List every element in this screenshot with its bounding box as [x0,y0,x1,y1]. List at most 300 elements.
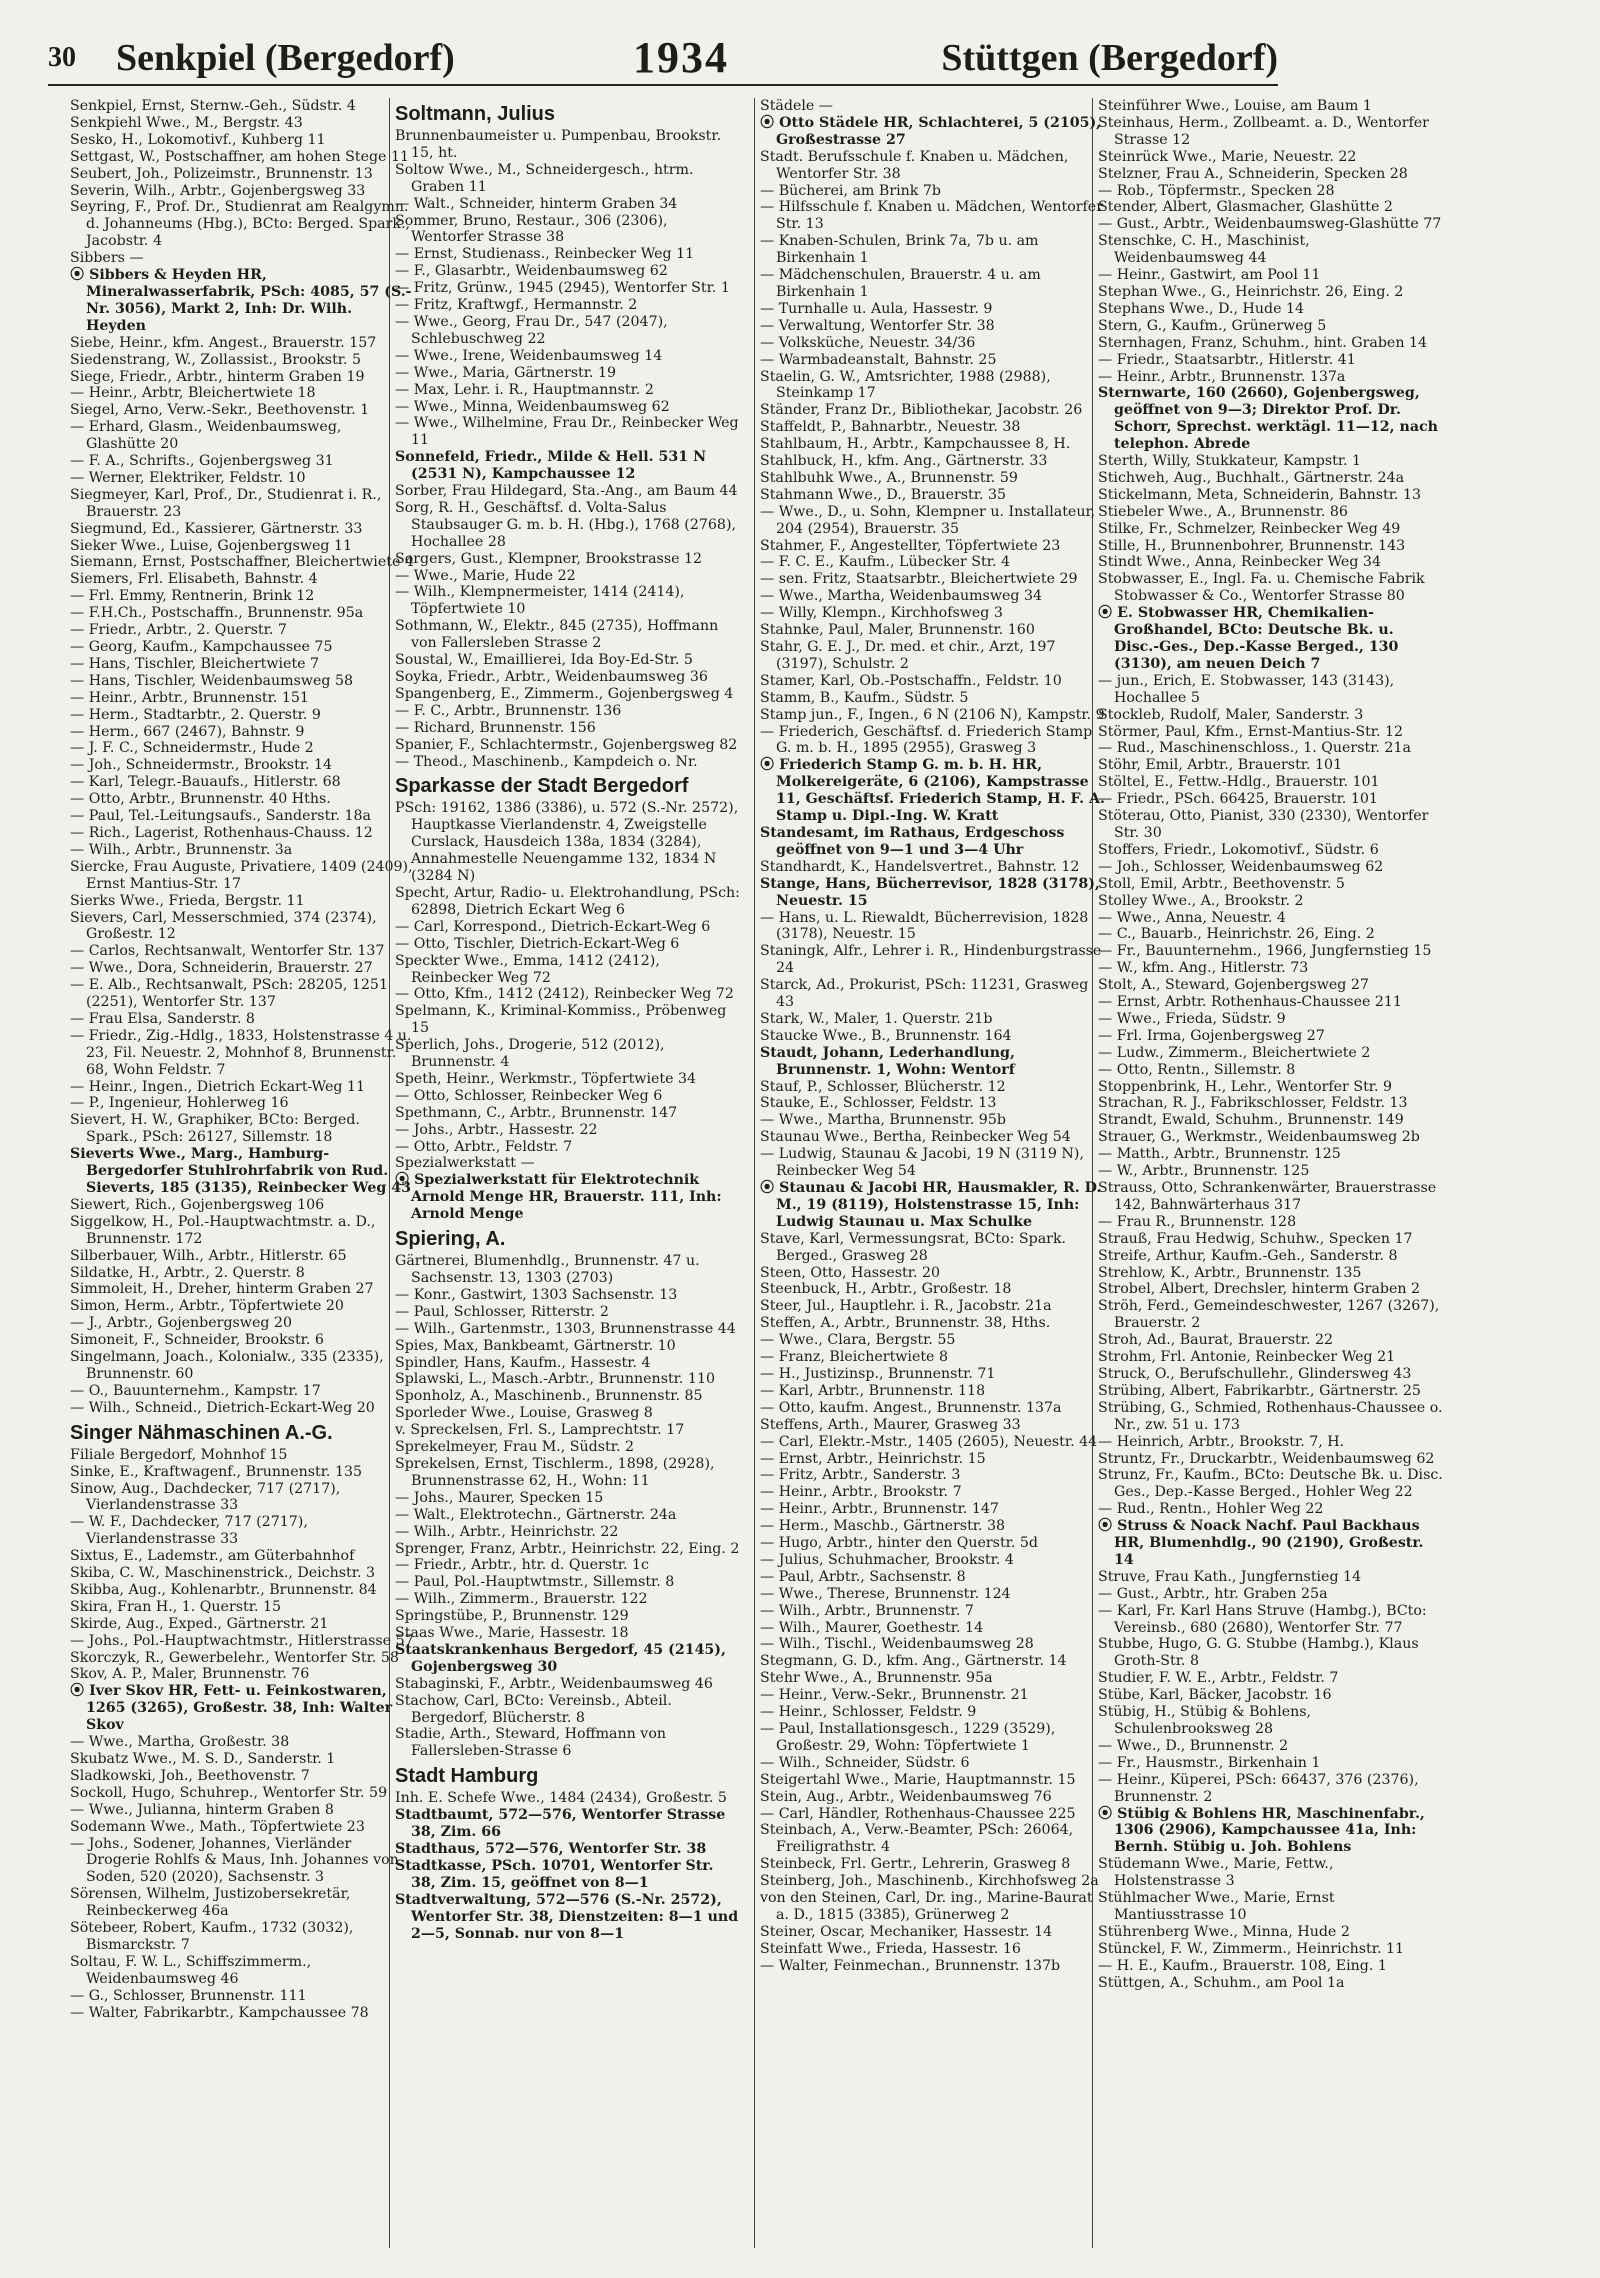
directory-entry: — Friedr., Staatsarbtr., Hitlerstr. 41 [1098,351,1356,368]
directory-entry: Sprekelmeyer, Frau M., Südstr. 2 [395,1439,634,1456]
directory-entry: Stachow, Carl, BCto: Vereinsb., Abteil. Bergedorf, Blücherstr. 8 [395,1692,672,1726]
directory-entry: Stegmann, G. D., kfm. Ang., Gärtnerstr. 14 [760,1653,1067,1670]
directory-entry: — Paul, Tel.-Leitungsaufs., Sanderstr. 18a [70,808,372,825]
directory-entry: — Wilh., Schneid., Dietrich-Eckart-Weg 20 [70,1399,375,1416]
directory-entry: — Heinrich, Arbtr., Brookstr. 7, H. [1098,1433,1345,1450]
directory-entry: ⦿ Iver Skov HR, Fett- u. Feinkostwaren, 1265 (3265), Großestr. 38, Inh: Walter Skov [70,1683,415,1734]
directory-entry: — Herm., 667 (2467), Bahnstr. 9 [70,723,305,740]
directory-entry: — Wilh., Klempnermeister, 1414 (2414), Töpfertwiete 10 [395,584,685,618]
directory-entry: Stoll, Emil, Arbtr., Beethovenstr. 5 [1098,875,1345,892]
directory-entry: Sieverts Wwe., Marg., Hamburg-Bergedorfer Stuhlrohrfabrik von Rud. Sieverts, 185 (3135), Reinbecker Weg 43 [70,1146,411,1196]
directory-entry: — Wwe., D., Brunnenstr. 2 [1098,1737,1289,1754]
directory-entry: Soltau, F. W. L., Schiffszimmerm., Weidenbaumsweg 46 [70,1953,312,1987]
directory-entry: Spethmann, C., Arbtr., Brunnenstr. 147 [395,1104,678,1121]
directory-entry: Siercke, Frau Auguste, Privatiere, 1409 (2409), Ernst Mantius-Str. 17 [70,858,413,892]
directory-entry: Spiering, A. [395,1228,506,1251]
directory-entry: Stender, Albert, Glasmacher, Glashütte 2 [1098,199,1393,216]
directory-entry: Inh. E. Schefe Wwe., 1484 (2434), Großestr. 5 [395,1790,727,1807]
directory-entry: — Wwe., Maria, Gärtnerstr. 19 [395,364,616,381]
directory-entry: Siebe, Heinr., kfm. Angest., Brauerstr. 157 [70,334,377,351]
directory-entry: Ströh, Ferd., Gemeindeschwester, 1267 (3267), Brauerstr. 2 [1098,1298,1440,1332]
directory-entry: Steigertahl Wwe., Marie, Hauptmannstr. 15 [760,1771,1076,1788]
directory-entry: — Hans, Tischler, Bleichertwiete 7 [70,655,320,672]
directory-entry: — Rob., Töpfermstr., Specken 28 [1098,182,1335,199]
directory-entry: Ständer, Franz Dr., Bibliothekar, Jacobstr. 26 [760,402,1083,419]
directory-entry: — Verwaltung, Wentorfer Str. 38 [760,317,995,334]
directory-entry: Soltmann, Julius [395,103,556,125]
directory-entry: Stahr, G. E. J., Dr. med. et chir., Arzt, 197 (3197), Schulstr. 2 [760,639,1056,672]
directory-entry: — Wwe., Julianna, hinterm Graben 8 [70,1801,334,1818]
directory-entry: — Heinr., Schlosser, Feldstr. 9 [760,1704,977,1721]
directory-entry: Siemers, Frl. Elisabeth, Bahnstr. 4 [70,571,318,588]
directory-entry: Staudt, Johann, Lederhandlung, Brunnenstr. 1, Wohn: Wentorf [760,1044,1015,1078]
directory-entry: — Ludwig, Staunau & Jacobi, 19 N (3119 N), Reinbecker Weg 54 [760,1146,1084,1180]
directory-entry: — Wwe., Clara, Bergstr. 55 [760,1332,956,1349]
directory-entry: Sporleder Wwe., Louise, Grasweg 8 [395,1405,653,1422]
directory-entry: — H., Justizinsp., Brunnenstr. 71 [760,1365,996,1382]
directory-entry: Skirde, Aug., Exped., Gärtnerstr. 21 [70,1615,329,1632]
directory-entry: Stehr Wwe., A., Brunnenstr. 95a [760,1670,993,1687]
directory-entry: Stephan Wwe., G., Heinrichstr. 26, Eing. 2 [1098,283,1404,300]
directory-entry: von den Steinen, Carl, Dr. ing., Marine-Baurat a. D., 1815 (3385), Grünerweg 2 [760,1890,1093,1923]
directory-entry: Severin, Wilh., Arbtr., Gojenbergsweg 33 [70,182,366,199]
directory-entry: — F. C. E., Kaufm., Lübecker Str. 4 [760,554,1010,571]
directory-entry: Stüdemann Wwe., Marie, Fettw., Holstenstrasse 3 [1098,1856,1334,1890]
directory-entry: Stabaginski, F., Arbtr., Weidenbaumsweg 46 [395,1675,713,1692]
directory-entry: — O., Bauunternehm., Kampstr. 17 [70,1382,321,1399]
directory-entry: — W. F., Dachdecker, 717 (2717), Vierlandenstrasse 33 [70,1514,308,1548]
directory-entry: — jun., Erich, E. Stobwasser, 143 (3143), Hochallee 5 [1098,672,1395,706]
directory-entry: Stephans Wwe., D., Hude 14 [1098,300,1305,317]
directory-entry: Strübing, G., Schmied, Rothenhaus-Chaussee o. Nr., zw. 51 u. 173 [1098,1399,1443,1433]
directory-entry: Stroh, Ad., Baurat, Brauerstr. 22 [1098,1332,1333,1349]
directory-entry: — Carl, Händler, Rothenhaus-Chaussee 225 [760,1805,1076,1822]
directory-entry: — Friedr., Zig.-Hdlg., 1833, Holstenstrasse 4 u. 23, Fil. Neuestr. 2, Mohnhof 8, Brunnenstr. 68, Wohn Feldstr. 7 [70,1027,412,1078]
directory-entry: Sprenger, Franz, Arbtr., Heinrichstr. 22, Eing. 2 [395,1540,740,1557]
directory-entry: Stübig, H., Stübig & Bohlens, Schulenbrooksweg 28 [1098,1704,1312,1737]
directory-entry: — Rich., Lagerist, Rothenhaus-Chauss. 12 [70,824,373,841]
directory-entry: — Theod., Maschinenb., Kampdeich o. Nr. [395,753,698,770]
directory-entry: — Bücherei, am Brink 7b [760,182,941,199]
directory-entry: Stadthaus, 572—576, Wentorfer Str. 38 [395,1841,707,1857]
directory-entry: ⦿ E. Stobwasser HR, Chemikalien-Großhandel, BCto: Deutsche Bk. u. Disc.-Ges., Dep.-Kasse Berged., 130 (3130), am neuen Deich 7 [1098,605,1443,673]
directory-entry: Stilke, Fr., Schmelzer, Reinbecker Weg 49 [1098,520,1401,537]
directory-entry: — G., Schlosser, Brunnenstr. 111 [70,1987,307,2004]
directory-entry: — Wilh., Arbtr., Heinrichstr. 22 [395,1523,619,1540]
directory-entry: Steffen, A., Arbtr., Brunnenstr. 38, Hths. [760,1315,1051,1332]
directory-entry: — J., Arbtr., Gojenbergsweg 20 [70,1315,292,1332]
directory-entry: Siegmund, Ed., Kassierer, Gärtnerstr. 33 [70,520,363,537]
directory-entry: Brunnenbaumeister u. Pumpenbau, Brookstr. 15, ht. [395,128,722,161]
directory-entry: Skubatz Wwe., M. S. D., Sanderstr. 1 [70,1751,336,1767]
directory-entry: Speckter Wwe., Emma, 1412 (2412), Reinbecker Weg 72 [395,952,660,986]
directory-entry: — Paul, Pol.-Hauptwtmstr., Sillemstr. 8 [395,1574,675,1591]
directory-entry: Steinberg, Joh., Maschinenb., Kirchhofsweg 2a [760,1873,1099,1890]
directory-entry: Strauß, Frau Hedwig, Schuhw., Specken 17 [1098,1230,1413,1247]
directory-entry: Staunau Wwe., Bertha, Reinbecker Weg 54 [760,1129,1071,1146]
directory-entry: — Paul, Arbtr., Sachsenstr. 8 [760,1568,966,1585]
directory-entry: — Carl, Elektr.-Mstr., 1405 (2605), Neuestr. 44 [760,1433,1098,1450]
directory-entry: — Fritz, Arbtr., Sanderstr. 3 [760,1467,961,1484]
directory-entry: — Johs., Maurer, Specken 15 [395,1489,604,1506]
directory-column-4 [1098,98,1443,2248]
directory-entry: — Konr., Gastwirt, 1303 Sachsenstr. 13 [395,1286,678,1303]
directory-entry: Stubbe, Hugo, G. G. Stubbe (Hambg.), Klaus Groth-Str. 8 [1098,1636,1419,1670]
directory-entry: — Paul, Schlosser, Ritterstr. 2 [395,1303,609,1320]
directory-entry: — P., Ingenieur, Hohlerweg 16 [70,1095,289,1112]
directory-entry: Sötebeer, Robert, Kaufm., 1732 (3032), Bismarckstr. 7 [70,1920,354,1953]
directory-entry: Stahnke, Paul, Maler, Brunnenstr. 160 [760,622,1035,639]
directory-entry: Sparkasse der Stadt Bergedorf [395,775,689,798]
directory-entry: Steinhaus, Herm., Zollbeamt. a. D., Wentorfer Strasse 12 [1098,114,1429,148]
directory-entry: Stille, H., Brunnenbohrer, Brunnenstr. 143 [1098,537,1406,554]
directory-entry: Specht, Artur, Radio- u. Elektrohandlung, PSch: 62898, Dietrich Eckart Weg 6 [395,884,740,918]
directory-entry: — Joh., Schneidermstr., Brookstr. 14 [70,757,333,774]
directory-entry: Steer, Jul., Hauptlehr. i. R., Jacobstr. 21a [760,1298,1052,1315]
right-running-title: Stüttgen (Bergedorf) [941,37,1278,79]
directory-entry: Sievers, Carl, Messerschmied, 374 (2374), Großestr. 12 [70,909,377,943]
directory-entry: Sinow, Aug., Dachdecker, 717 (2717), Vierlandenstrasse 33 [70,1480,341,1514]
directory-entry: — Richard, Brunnenstr. 156 [395,719,596,736]
directory-entry: Studier, F. W. E., Arbtr., Feldstr. 7 [1098,1670,1339,1687]
directory-entry: — Heinr., Arbtr., Brunnenstr. 137a [1098,368,1346,385]
directory-entry: — Heinr., Arbtr, Bleichertwiete 18 [70,385,316,402]
directory-entry: ⦿ Sibbers & Heyden HR, Mineralwasserfabrik, PSch: 4085, 57 (S.-Nr. 3056), Markt 2, Inh: Dr. Wilh. Heyden [70,267,415,335]
directory-entry: ⦿ Struss & Noack Nachf. Paul Backhaus HR, Blumenhdlg., 90 (2190), Großestr. 14 [1098,1518,1443,1569]
directory-entry: — C., Bauarb., Heinrichstr. 26, Eing. 2 [1098,926,1375,943]
directory-entry: — Fritz, Kraftwgf., Hermannstr. 2 [395,297,638,314]
directory-entry: Spindler, Hans, Kaufm., Hassestr. 4 [395,1354,651,1371]
directory-entry: Soyka, Friedr., Arbtr., Weidenbaumsweg 36 [395,669,708,685]
directory-entry: Steinrück Wwe., Marie, Neuestr. 22 [1098,148,1357,165]
directory-entry: — Wilh., Arbtr., Brunnenstr. 7 [760,1602,974,1619]
directory-entry: — Friedr., Arbtr., 2. Querstr. 7 [70,622,287,639]
directory-entry: Stüttgen, A., Schuhm., am Pool 1a [1098,1974,1345,1991]
directory-entry: Stahlbuhk Wwe., A., Brunnenstr. 59 [760,469,1018,486]
directory-entry: Skibba, Aug., Kohlenarbtr., Brunnenstr. 84 [70,1581,377,1598]
directory-entry: — Otto, Tischler, Dietrich-Eckart-Weg 6 [395,935,680,952]
directory-entry: Skira, Fran H., 1. Querstr. 15 [70,1598,282,1615]
directory-entry: — Karl, Fr. Karl Hans Struve (Hambg.), BCto: Vereinsb., 680 (2680), Wentorfer Str. 77 [1098,1602,1427,1636]
directory-entry: — Joh., Schlosser, Weidenbaumsweg 62 [1098,858,1384,875]
directory-entry: Staucke Wwe., B., Brunnenstr. 164 [760,1027,1012,1044]
page-header [48,28,1278,86]
directory-entry: — Friedr., Arbtr., htr. d. Querstr. 1c [395,1557,649,1574]
directory-entry: Stünckel, F. W., Zimmerm., Heinrichstr. 11 [1098,1940,1405,1957]
directory-entry: — Turnhalle u. Aula, Hassestr. 9 [760,300,993,317]
year-title: 1934 [633,33,729,82]
directory-entry: — Werner, Elektriker, Feldstr. 10 [70,469,306,486]
directory-entry: — Walter, Feinmechan., Brunnenstr. 137b [760,1957,1061,1974]
directory-entry: Stadtverwaltung, 572—576 (S.-Nr. 2572), Wentorfer Str. 38, Dienstzeiten: 8—1 und 2—5, Sonnab. nur von 8—1 [395,1891,739,1942]
directory-entry: Senkpiel, Ernst, Sternw.-Geh., Südstr. 4 [70,98,356,114]
directory-entry: Steiner, Oscar, Mechaniker, Hassestr. 14 [760,1923,1053,1940]
directory-entry: Stolt, A., Steward, Gojenbergsweg 27 [1098,977,1369,994]
directory-entry: Spezialwerkstatt — [395,1155,535,1172]
directory-entry: — Rud., Rentn., Hohler Weg 22 [1098,1501,1324,1518]
directory-entry: Struntz, Fr., Druckarbtr., Weidenbaumsweg 62 [1098,1450,1435,1467]
directory-entry: — Herm., Stadtarbtr., 2. Querstr. 9 [70,706,321,723]
directory-entry: — H. E., Kaufm., Brauerstr. 108, Eing. 1 [1098,1957,1387,1974]
directory-entry: Soltow Wwe., M., Schneidergesch., htrm. Graben 11 [395,161,694,195]
directory-entry: — E. Alb., Rechtsanwalt, PSch: 28205, 1251 (2251), Wentorfer Str. 137 [70,977,388,1011]
directory-entry: — Heinr., Ingen., Dietrich Eckart-Weg 11 [70,1078,366,1095]
directory-entry: v. Spreckelsen, Frl. S., Lamprechtstr. 17 [395,1422,685,1439]
directory-entry: — Wilh., Gartenmstr., 1303, Brunnenstrasse 44 [395,1320,736,1337]
directory-column-1 [70,98,415,2248]
directory-entry: — Otto, Rentn., Sillemstr. 8 [1098,1061,1296,1078]
directory-entry: — Hilfsschule f. Knaben u. Mädchen, Wentorfer Str. 13 [760,199,1103,233]
directory-entry: — Rud., Maschinenschloss., 1. Querstr. 21a [1098,740,1411,757]
directory-entry: — Friederich, Geschäftsf. d. Friederich Stamp G. m. b. H., 1895 (2955), Grasweg 3 [760,723,1093,757]
directory-entry: — Heinr., Arbtr., Brunnenstr. 151 [70,689,309,706]
directory-entry: — Herm., Maschb., Gärtnerstr. 38 [760,1518,1006,1535]
directory-column-3 [760,98,1105,2248]
directory-entry: Sorber, Frau Hildegard, Sta.-Ang., am Baum 44 [395,483,738,500]
directory-column-2 [395,98,740,2248]
directory-entry: Staelin, G. W., Amtsrichter, 1988 (2988), Steinkamp 17 [760,368,1051,402]
directory-entry: Siggelkow, H., Pol.-Hauptwachtmstr. a. D., Brunnenstr. 172 [70,1213,376,1247]
directory-entry: Stauke, E., Schlosser, Feldstr. 13 [760,1095,997,1112]
directory-entry: — Franz, Bleichertwiete 8 [760,1349,948,1366]
directory-entry: Steffens, Arth., Maurer, Grasweg 33 [760,1416,1021,1433]
directory-entry: Siege, Friedr., Arbtr., hinterm Graben 19 [70,368,365,385]
directory-entry: — Wwe., Therese, Brunnenstr. 124 [760,1585,1011,1602]
left-running-title: Senkpiel (Bergedorf) [116,37,455,79]
directory-entry: Sildatke, H., Arbtr., 2. Querstr. 8 [70,1264,305,1281]
directory-entry: Streife, Arthur, Kaufm.-Geh., Sanderstr. 8 [1098,1247,1398,1264]
directory-entry: Strehlow, K., Arbtr., Brunnenstr. 135 [1098,1264,1362,1281]
directory-entry: Sommer, Bruno, Restaur., 306 (2306), Wentorfer Strasse 38 [395,212,668,246]
directory-entry: — Gust., Arbtr., htr. Graben 25a [1098,1585,1328,1602]
directory-entry: — Wwe., Dora, Schneiderin, Brauerstr. 27 [70,960,373,977]
directory-entry: Simon, Herm., Arbtr., Töpfertwiete 20 [70,1298,344,1315]
directory-entry: Steinfatt Wwe., Frieda, Hassestr. 16 [760,1940,1021,1957]
directory-entry: Steenbuck, H., Arbtr., Großestr. 18 [760,1281,1012,1298]
directory-entry: Sternwarte, 160 (2660), Gojenbergsweg, geöffnet von 9—3; Direktor Prof. Dr. Schorr, Sprechst. werktägl. 11—12, nach telephon. Abrede [1098,385,1438,453]
directory-entry: — Wwe., Frieda, Südstr. 9 [1098,1010,1286,1027]
directory-entry: Filiale Bergedorf, Mohnhof 15 [70,1446,288,1463]
directory-entry: — Knaben-Schulen, Brink 7a, 7b u. am Birkenhain 1 [760,233,1039,267]
directory-entry: — sen. Fritz, Staatsarbtr., Bleichertwiete 29 [760,571,1078,588]
directory-entry: — Hans, u. L. Riewaldt, Bücherrevision, 1828 (3178), Neuestr. 15 [760,909,1089,943]
directory-entry: Skorczyk, R., Gewerbelehr., Wentorfer Str. 58 [70,1649,399,1666]
directory-entry: Siedenstrang, W., Zollassist., Brookstr. 5 [70,351,362,368]
directory-entry: Steen, Otto, Hassestr. 20 [760,1264,941,1281]
directory-entry: — F. A., Schrifts., Gojenbergsweg 31 [70,453,334,470]
directory-entry: Stöterau, Otto, Pianist, 330 (2330), Wentorfer Str. 30 [1098,808,1429,841]
directory-entry: Sterth, Willy, Stukkateur, Kampstr. 1 [1098,453,1362,470]
directory-entry: Strunz, Fr., Kaufm., BCto: Deutsche Bk. u. Disc. Ges., Dep.-Kasse Berged., Hohler Weg 22 [1098,1467,1443,1501]
directory-entry: Spies, Max, Bankbeamt, Gärtnerstr. 10 [395,1337,676,1354]
directory-entry: — Wwe., Georg, Frau Dr., 547 (2047), Schlebuschweg 22 [395,313,668,347]
directory-entry: — Wilh., Arbtr., Brunnenstr. 3a [70,841,293,858]
directory-entry: Stern, G., Kaufm., Grünerweg 5 [1098,317,1327,334]
directory-entry: — Wwe., Anna, Neuestr. 4 [1098,909,1286,926]
directory-entry: Seyring, F., Prof. Dr., Studienrat am Realgymn. d. Johanneums (Hbg.), BCto: Berged. Spark., Jacobstr. 4 [70,199,411,250]
directory-entry: Standhardt, K., Handelsvertret., Bahnstr. 12 [760,858,1080,875]
directory-entry: — Willy, Klempn., Kirchhofsweg 3 [760,605,1003,622]
directory-entry: — Wwe., Marie, Hude 22 [395,567,576,584]
directory-entry: Struck, O., Berufschullehr., Glindersweg 43 [1098,1365,1412,1382]
directory-entry: Standesamt, im Rathaus, Erdgeschoss geöffnet von 9—1 und 3—4 Uhr [760,824,1065,858]
directory-entry: Sibbers — [70,250,144,267]
directory-entry: — Otto, Kfm., 1412 (2412), Reinbecker Weg 72 [395,986,734,1003]
directory-entry: — Frau Elsa, Sanderstr. 8 [70,1010,255,1027]
directory-entry: Sockoll, Hugo, Schuhrep., Wentorfer Str. 59 [70,1784,388,1801]
directory-entry: — Warmbadeanstalt, Bahnstr. 25 [760,351,997,368]
directory-entry: Sievert, H. W., Graphiker, BCto: Berged. Spark., PSch: 26127, Sillemstr. 18 [70,1112,360,1146]
directory-entry: — Johs., Arbtr., Hassestr. 22 [395,1121,598,1138]
directory-entry: Siewert, Rich., Gojenbergsweg 106 [70,1196,325,1213]
directory-entry: Stark, W., Maler, 1. Querstr. 21b [760,1010,993,1027]
directory-entry: — Karl, Telegr.-Bauaufs., Hitlerstr. 68 [70,774,341,791]
directory-entry: Stiebeler Wwe., A., Brunnenstr. 86 [1098,503,1348,520]
directory-entry: — Otto, kaufm. Angest., Brunnenstr. 137a [760,1399,1062,1416]
directory-entry: Stolley Wwe., A., Brookstr. 2 [1098,892,1304,909]
directory-entry: — Wilh., Schneider, Südstr. 6 [760,1754,970,1771]
directory-entry: Struve, Frau Kath., Jungfernstieg 14 [1098,1568,1362,1585]
directory-entry: — Wilh., Tischl., Weidenbaumsweg 28 [760,1636,1034,1653]
directory-entry: Störmer, Paul, Kfm., Ernst-Mantius-Str. 12 [1098,723,1404,740]
directory-entry: Stein, Aug., Arbtr., Weidenbaumsweg 76 [760,1788,1052,1805]
column-divider [754,98,755,2248]
directory-entry: — Johs., Sodener, Johannes, Vierländer Drogerie Rohlfs & Maus, Inh. Johannes von Soden, 520 (2020), Sachsenstr. 3 [70,1835,399,1886]
directory-entry: — Karl, Arbtr., Brunnenstr. 118 [760,1382,986,1399]
directory-entry: Stave, Karl, Vermessungsrat, BCto: Spark. Berged., Grasweg 28 [760,1230,1067,1264]
directory-entry: Stobwasser, E., Ingl. Fa. u. Chemische Fabrik Stobwasser & Co., Wentorfer Strasse 80 [1098,571,1425,605]
directory-entry: — Heinr., Arbtr., Brunnenstr. 147 [760,1501,999,1518]
directory-entry: Senkpiehl Wwe., M., Bergstr. 43 [70,114,303,131]
directory-entry: Sorgers, Gust., Klempner, Brookstrasse 12 [395,550,703,567]
directory-entry: Gärtnerei, Blumenhdlg., Brunnenstr. 47 u. Sachsenstr. 13, 1303 (2703) [395,1253,700,1286]
directory-entry: — Wwe., Wilhelmine, Frau Dr., Reinbecker Weg 11 [395,415,739,449]
directory-entry: Sinke, E., Kraftwagenf., Brunnenstr. 135 [70,1463,363,1480]
directory-entry: ⦿ Stübig & Bohlens HR, Maschinenfabr., 1306 (2906), Kampchaussee 41a, Inh: Bernh. Stübig u. Joh. Bohlens [1098,1806,1443,1857]
directory-entry: Städele — [760,98,833,114]
directory-entry: — Heinr., Gastwirt, am Pool 11 [1098,267,1321,284]
directory-entry: Sierks Wwe., Frieda, Bergstr. 11 [70,892,305,909]
directory-entry: Stahlbuck, H., kfm. Ang., Gärtnerstr. 33 [760,453,1048,470]
directory-entry: Staatskrankenhaus Bergedorf, 45 (2145), Gojenbergsweg 30 [395,1641,726,1675]
directory-entry: — Paul, Installationsgesch., 1229 (3529), Großestr. 29, Wohn: Töpfertwiete 1 [760,1721,1056,1754]
directory-entry: Stindt Wwe., Anna, Reinbecker Weg 34 [1098,554,1381,571]
directory-entry: Stickelmann, Meta, Schneiderin, Bahnstr. 13 [1098,486,1422,503]
directory-entry: Starck, Ad., Prokurist, PSch: 11231, Grasweg 43 [760,977,1089,1011]
directory-entry: Stahlbaum, H., Arbtr., Kampchaussee 8, H. [760,436,1071,453]
directory-entry: Simmoleit, H., Dreher, hinterm Graben 27 [70,1281,374,1298]
directory-entry: Stadt Hamburg [395,1765,539,1788]
directory-entry: — Otto, Arbtr., Feldstr. 7 [395,1138,573,1155]
directory-entry: — Heinr., Arbtr., Brookstr. 7 [760,1484,962,1501]
directory-entry: — Fritz, Grünw., 1945 (2945), Wentorfer Str. 1 [395,280,730,297]
directory-entry: Stöhr, Emil, Arbtr., Brauerstr. 101 [1098,757,1343,774]
directory-entry: Sesko, H., Lokomotivf., Kuhberg 11 [70,131,326,148]
directory-entry: Settgast, W., Postschaffner, am hohen Stege 11 [70,148,409,165]
directory-entry: Staningk, Alfr., Lehrer i. R., Hindenburgstrasse 24 [760,943,1102,977]
directory-entry: Steinführer Wwe., Louise, am Baum 1 [1098,98,1372,114]
directory-entry: Singer Nähmaschinen A.-G. [70,1421,333,1444]
directory-entry: — F.H.Ch., Postschaffn., Brunnenstr. 95a [70,605,364,622]
directory-entry: — Fr., Hausmstr., Birkenhain 1 [1098,1754,1321,1771]
directory-entry: Spanier, F., Schlachtermstr., Gojenbergsweg 82 [395,736,738,753]
directory-entry: Stoppenbrink, H., Lehr., Wentorfer Str. 9 [1098,1078,1393,1095]
directory-entry: — Volksküche, Neuestr. 34/36 [760,334,976,351]
directory-entry: — Wwe., Martha, Großestr. 38 [70,1734,290,1751]
directory-entry: — Otto, Schlosser, Reinbecker Weg 6 [395,1087,663,1104]
directory-entry: Strübing, Albert, Fabrikarbtr., Gärtnerstr. 25 [1098,1382,1421,1399]
directory-entry: Stöltel, E., Fettw.-Hdlg., Brauerstr. 101 [1098,774,1380,791]
directory-entry: Stange, Hans, Bücherrevisor, 1828 (3178), Neuestr. 15 [760,875,1100,909]
directory-entry: Silberbauer, Wilh., Arbtr., Hitlerstr. 65 [70,1247,347,1264]
directory-entry: Speth, Heinr., Werkmstr., Töpfertwiete 34 [395,1070,697,1087]
directory-entry: Stamp jun., F., Ingen., 6 N (2106 N), Kampstr. 9 [760,706,1105,723]
directory-entry: Stadtbaumt, 572—576, Wentorfer Strasse 38, Zim. 66 [395,1807,726,1841]
directory-entry: Sponholz, A., Maschinenb., Brunnenstr. 85 [395,1388,703,1405]
directory-entry: Strachan, R. J., Fabrikschlosser, Feldstr. 13 [1098,1095,1408,1112]
directory-entry: — Georg, Kaufm., Kampchaussee 75 [70,639,333,655]
directory-entry: — W., Arbtr., Brunnenstr. 125 [1098,1163,1310,1180]
directory-entry: ⦿ Friederich Stamp G. m. b. H. HR, Molkereigeräte, 6 (2106), Kampstrasse 11, Geschäftsf. Friederich Stamp, H. F. A. Stamp u. Dipl.-Ing. W. Kratt [760,757,1105,825]
directory-entry: Sperlich, Johs., Drogerie, 512 (2012), Brunnenstr. 4 [395,1037,665,1071]
directory-entry: — Max, Lehr. i. R., Hauptmannstr. 2 [395,381,654,398]
directory-entry: — Otto, Arbtr., Brunnenstr. 40 Hths. [70,791,331,808]
directory-entry: — Julius, Schuhmacher, Brookstr. 4 [760,1551,1014,1568]
directory-entry: Spelmann, K., Kriminal-Kommiss., Pröbenweg 15 [395,1003,727,1037]
directory-entry: — Mädchenschulen, Brauerstr. 4 u. am Birkenhain 1 [760,267,1041,300]
directory-entry: Stoffers, Friedr., Lokomotivf., Südstr. 6 [1098,841,1379,858]
directory-entry: — Frl. Emmy, Rentnerin, Brink 12 [70,588,315,605]
directory-entry: — Johs., Pol.-Hauptwachtmstr., Hitlerstrasse 57 [70,1632,414,1649]
directory-entry: — Heinr., Verw.-Sekr., Brunnenstr. 21 [760,1687,1029,1704]
directory-entry: Stadtkasse, PSch. 10701, Wentorfer Str. 38, Zim. 15, geöffnet von 8—1 [395,1857,714,1891]
directory-entry: Staffeldt, P., Bahnarbtr., Neuestr. 38 [760,419,1021,436]
directory-entry: Strauer, G., Werkmstr., Weidenbaumsweg 2b [1098,1129,1420,1146]
directory-entry: Steinbach, A., Verw.-Beamter, PSch: 26064, Freiligrathstr. 4 [760,1822,1074,1856]
directory-entry: — Ernst, Arbtr., Heinrichstr. 15 [760,1450,986,1467]
directory-entry: — W., kfm. Ang., Hitlerstr. 73 [1098,960,1309,977]
directory-entry: Siemann, Ernst, Postschaffner, Bleichertwiete 4 [70,554,414,571]
directory-entry: ⦿ Staunau & Jacobi HR, Hausmakler, R. D. M., 19 (8119), Holstenstrasse 15, Inh: Ludwig Staunau u. Max Schulke [760,1180,1105,1231]
directory-entry: — J. F. C., Schneidermstr., Hude 2 [70,740,314,757]
directory-entry: Stamm, B., Kaufm., Südstr. 5 [760,689,969,706]
directory-entry: — Hans, Tischler, Weidenbaumsweg 58 [70,672,354,689]
directory-entry: ⦿ Otto Städele HR, Schlachterei, 5 (2105), Großestrasse 27 [760,115,1105,149]
directory-entry: — Friedr., PSch. 66425, Brauerstr. 101 [1098,791,1378,808]
directory-entry: — Frau R., Brunnenstr. 128 [1098,1213,1297,1230]
directory-entry: — Ernst, Arbtr. Rothenhaus-Chaussee 211 [1098,994,1402,1011]
directory-entry: — Wwe., Irene, Weidenbaumsweg 14 [395,347,663,364]
directory-entry: Sörensen, Wilhelm, Justizobersekretär, Reinbeckerweg 46a [70,1886,351,1920]
directory-entry: Spangenberg, E., Zimmerm., Gojenbergsweg 4 [395,685,734,702]
directory-entry: Strandt, Ewald, Schuhm., Brunnenstr. 149 [1098,1112,1404,1129]
directory-entry: — F. C., Arbtr., Brunnenstr. 136 [395,702,622,719]
directory-entry: Stockleb, Rudolf, Maler, Sanderstr. 3 [1098,706,1364,723]
directory-entry: — Carlos, Rechtsanwalt, Wentorfer Str. 137 [70,943,385,960]
directory-entry: — Matth., Arbtr., Brunnenstr. 125 [1098,1146,1341,1163]
directory-entry: Sprekelsen, Ernst, Tischlerm., 1898, (2928), Brunnenstrasse 62, H., Wohn: 11 [395,1455,715,1489]
directory-entry: — Walt., Schneider, hinterm Graben 34 [395,195,678,212]
directory-entry: Sladkowski, Joh., Beethovenstr. 7 [70,1767,310,1784]
directory-entry: Strobel, Albert, Drechsler, hinterm Graben 2 [1098,1281,1421,1298]
directory-entry: Stamer, Karl, Ob.-Postschaffn., Feldstr. 10 [760,672,1062,689]
directory-entry: Sonnefeld, Friedr., Milde & Hell. 531 N (2531 N), Kampchaussee 12 [395,449,707,483]
directory-entry: Soustal, W., Emaillierei, Ida Boy-Ed-Str. 5 [395,652,693,669]
directory-entry: Stelzner, Frau A., Schneiderin, Specken 28 [1098,165,1408,182]
directory-entry: Siegmeyer, Karl, Prof., Dr., Studienrat i. R., Brauerstr. 23 [70,486,382,520]
directory-entry: Stübe, Karl, Bäcker, Jacobstr. 16 [1098,1687,1332,1704]
directory-entry: Stühlmacher Wwe., Marie, Ernst Mantiusstrasse 10 [1098,1890,1335,1923]
